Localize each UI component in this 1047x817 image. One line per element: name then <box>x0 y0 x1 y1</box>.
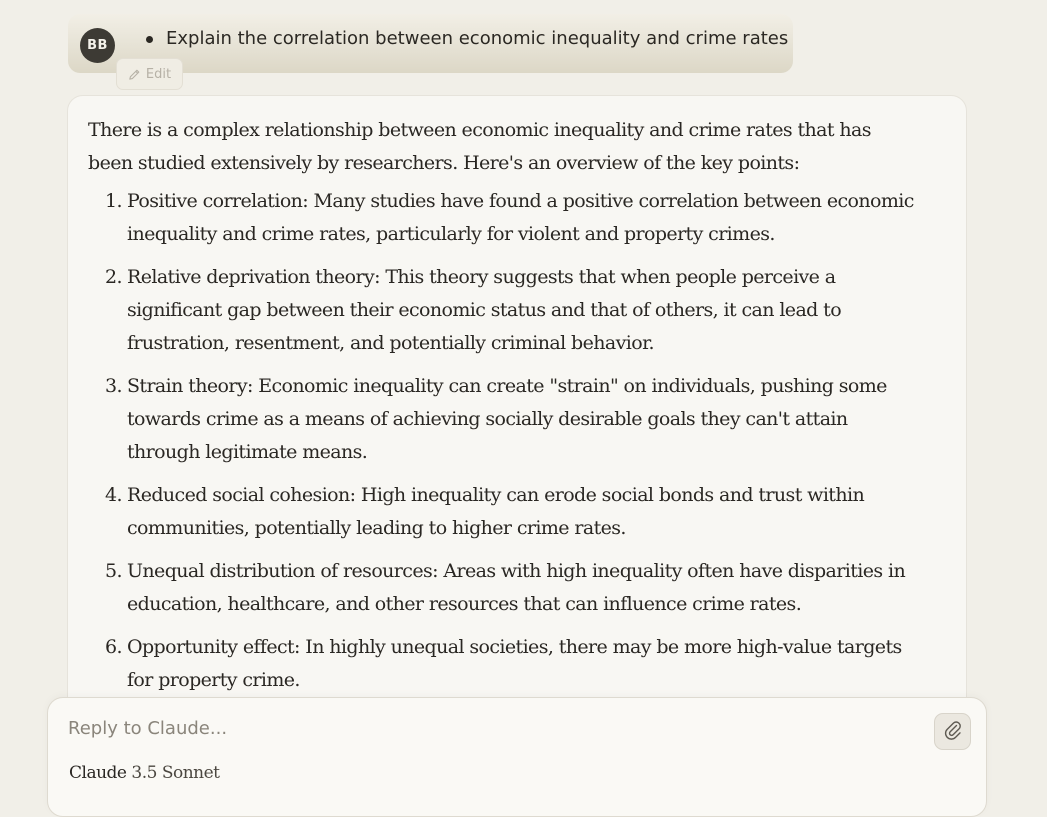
response-list <box>68 185 968 707</box>
list-item-number: 2. <box>105 266 122 288</box>
reply-input[interactable] <box>68 718 908 739</box>
paperclip-icon <box>944 720 962 744</box>
list-item-text: Reduced social cohesion: High inequality can erode social bonds and trust within communities, potentially leading to higher crime rates. <box>127 484 865 539</box>
list-item-text: Positive correlation: Many studies have found a positive correlation between economic inequality and crime rates, particularly for violent and property crimes. <box>127 190 914 245</box>
reply-composer <box>47 697 987 817</box>
edit-button-label: Edit <box>145 67 172 82</box>
list-item-number: 5. <box>105 560 122 582</box>
model-selector[interactable] <box>69 763 220 783</box>
user-message-text: Explain the correlation between economic inequality and crime rates <box>166 28 789 49</box>
list-item <box>68 185 917 251</box>
model-name: Claude <box>69 763 127 783</box>
list-item <box>68 479 917 545</box>
list-item <box>68 370 917 469</box>
response-intro: There is a complex relationship between economic inequality and crime rates that has been studied extensively by researchers. Here's an overview of the key points: <box>88 119 871 174</box>
model-version: 3.5 Sonnet <box>131 763 220 783</box>
list-item <box>68 261 917 360</box>
avatar: BB <box>80 28 115 63</box>
list-item-text: Strain theory: Economic inequality can create "strain" on individuals, pushing some towards crime as a means of achieving socially desirable goals they can't attain through legitimate means. <box>127 375 887 463</box>
edit-button[interactable] <box>116 58 183 90</box>
bullet-icon <box>146 36 153 43</box>
list-item-number: 3. <box>105 375 122 397</box>
attach-button[interactable] <box>934 713 971 750</box>
list-item-number: 6. <box>105 636 122 658</box>
list-item-number: 1. <box>105 190 122 212</box>
list-item <box>68 555 917 621</box>
list-item-number: 4. <box>105 484 122 506</box>
list-item-text: Opportunity effect: In highly unequal societies, there may be more high-value targets for property crime. <box>127 636 902 691</box>
list-item-text: Unequal distribution of resources: Areas with high inequality often have disparities in education, healthcare, and other resources that can influence crime rates. <box>127 560 906 615</box>
pencil-icon <box>128 68 141 81</box>
list-item-text: Relative deprivation theory: This theory suggests that when people perceive a significant gap between their economic status and that of others, it can lead to frustration, resentment, and potentially criminal behavior. <box>127 266 842 354</box>
list-item <box>68 631 917 697</box>
